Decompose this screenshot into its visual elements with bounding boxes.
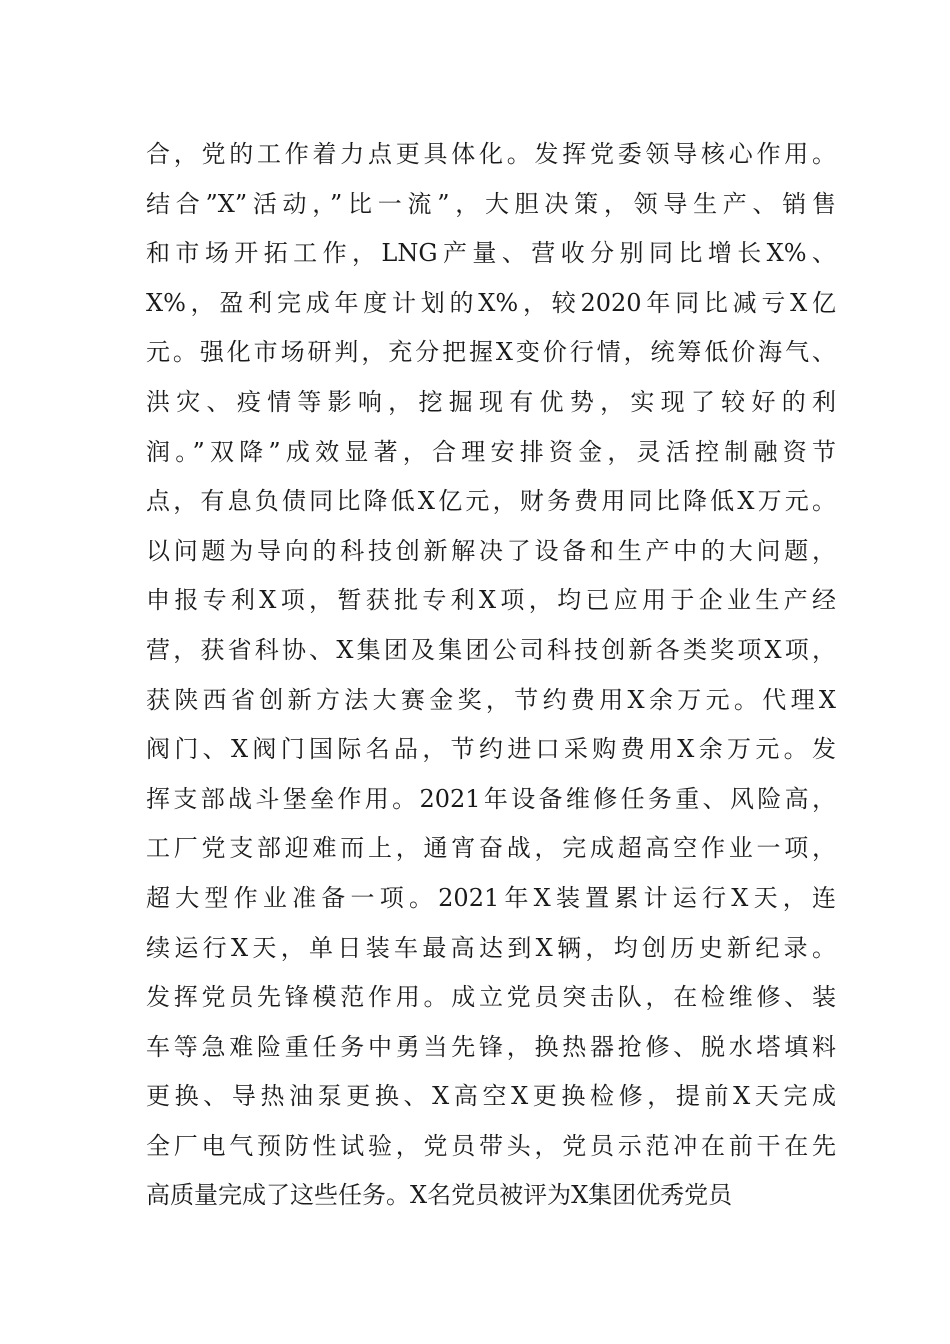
text-line-15: 工厂党支部迎难而上，通宵奋战，完成超高空作业一项， xyxy=(146,834,836,863)
text-line-14: 挥支部战斗堡垒作用。2021年设备维修任务重、风险高， xyxy=(146,784,836,813)
text-line-8: 点，有息负债同比降低X亿元，财务费用同比降低X万元。 xyxy=(146,487,836,516)
text-line-7: 润。”双降”成效显著，合理安排资金，灵活控制融资节 xyxy=(146,437,836,466)
text-line-13: 阀门、X阀门国际名品，节约进口采购费用X余万元。发 xyxy=(146,735,836,764)
text-line-12: 获陕西省创新方法大赛金奖，节约费用X余万元。代理X xyxy=(146,685,836,714)
text-line-19: 车等急难险重任务中勇当先锋，换热器抢修、脱水塔填料 xyxy=(146,1032,836,1061)
text-line-17: 续运行X天，单日装车最高达到X辆，均创历史新纪录。 xyxy=(146,933,836,962)
text-line-20: 更换、导热油泵更换、X高空X更换检修，提前X天完成 xyxy=(146,1082,836,1111)
text-line-5: 元。强化市场研判，充分把握X变价行情，统筹低价海气、 xyxy=(146,338,836,367)
text-line-9: 以问题为导向的科技创新解决了设备和生产中的大问题， xyxy=(146,536,836,565)
text-line-1: 合，党的工作着力点更具体化。发挥党委领导核心作用。 xyxy=(146,140,836,168)
text-line-2: 结合”X”活动，”比一流”，大胆决策，领导生产、销售 xyxy=(146,189,836,218)
text-line-18: 发挥党员先锋模范作用。成立党员突击队，在检维修、装 xyxy=(146,983,836,1012)
text-line-6: 洪灾、疫情等影响，挖掘现有优势，实现了较好的利 xyxy=(146,387,836,416)
text-line-10: 申报专利X项，暂获批专利X项，均已应用于企业生产经 xyxy=(146,586,836,615)
text-line-16: 超大型作业准备一项。2021年X装置累计运行X天，连 xyxy=(146,883,836,912)
text-line-3: 和市场开拓工作，LNG产量、营收分别同比增长X%、 xyxy=(146,239,836,268)
text-line-4: X%，盈利完成年度计划的X%，较2020年同比减亏X亿 xyxy=(146,288,836,317)
body-paragraph xyxy=(146,130,836,1221)
text-line-11: 营，获省科协、X集团及集团公司科技创新各类奖项X项， xyxy=(146,635,836,664)
text-line-21: 全厂电气预防性试验，党员带头，党员示范冲在前干在先 xyxy=(146,1131,836,1160)
text-line-22: 高质量完成了这些任务。X名党员被评为X集团优秀党员 xyxy=(146,1181,733,1210)
